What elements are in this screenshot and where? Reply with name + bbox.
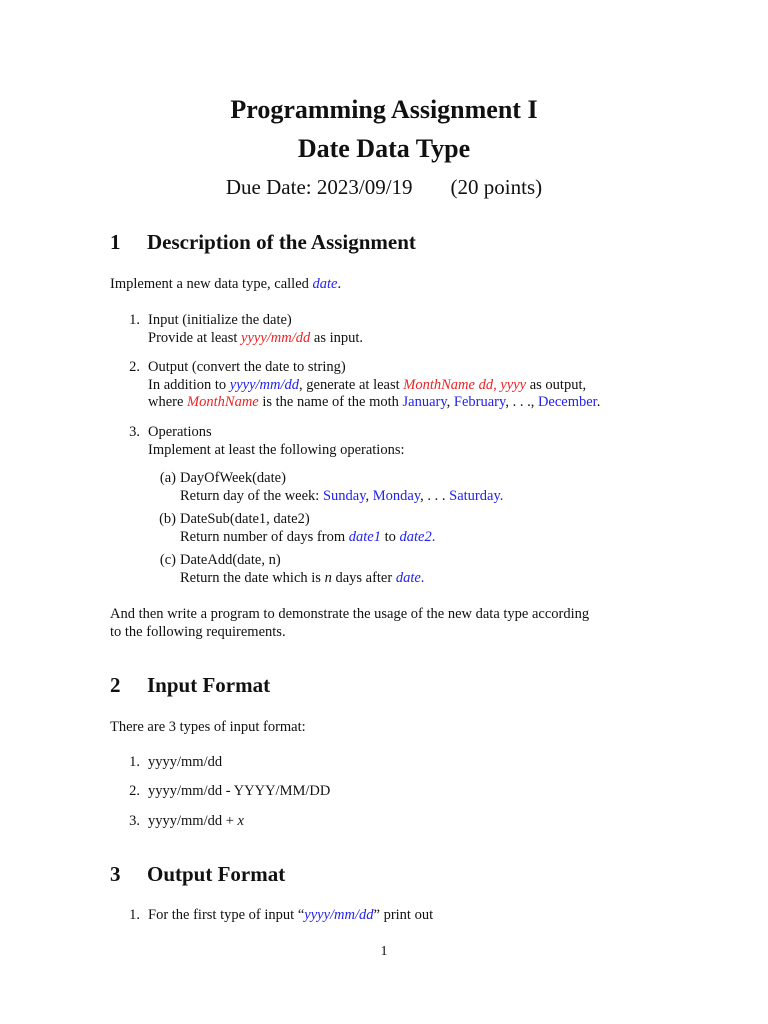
desc-text: is the name of the moth	[258, 394, 403, 410]
ellipsis: , . . .,	[505, 394, 538, 410]
list-number: 3.	[129, 813, 140, 829]
closing-line-2: to the following requirements.	[110, 624, 286, 640]
input-intro: There are 3 types of input format:	[110, 719, 306, 735]
month-january: January	[402, 394, 447, 410]
desc-text: where	[148, 394, 188, 410]
item-2-title: Output (convert the date to string)	[148, 359, 346, 375]
doc-title-line2: Date Data Type	[297, 134, 471, 163]
term-date: date	[312, 276, 338, 292]
subitem-label-a: (a)	[159, 470, 176, 486]
subitem-b-name: DateSub(date1, date2)	[180, 511, 310, 527]
list-number: 2.	[129, 359, 140, 375]
punct: ,	[365, 488, 373, 504]
term-monthname: MonthName	[187, 394, 259, 410]
punct: .	[596, 394, 601, 410]
due-date: Due Date: 2023/09/19	[225, 175, 413, 199]
punct: .	[499, 488, 504, 504]
punct: .	[431, 529, 436, 545]
list-number: 3.	[129, 424, 140, 440]
subitem-c-name: DateAdd(date, n)	[180, 552, 281, 568]
closing-line-1: And then write a program to demonstrate the usage of the new data type according	[110, 606, 590, 622]
desc-text: Return the date which is	[180, 570, 325, 586]
section-title: Output Format	[147, 862, 286, 886]
subitem-label-c: (c)	[159, 552, 176, 568]
term-date2: date2	[399, 529, 432, 545]
subitem-b-desc	[180, 529, 435, 546]
month-december: December	[537, 394, 597, 410]
term-yyyy-mm-dd: yyyy/mm/dd	[241, 330, 311, 346]
item-2-line2	[148, 394, 600, 411]
desc-text: , generate at least	[299, 377, 404, 393]
input-format-1: yyyy/mm/dd	[148, 754, 223, 770]
punct: ,	[446, 394, 454, 410]
month-february: February	[453, 394, 506, 410]
due-line	[0, 175, 768, 200]
intro-paragraph	[110, 276, 341, 293]
item-1-desc	[148, 330, 363, 347]
item-2-line1	[148, 377, 586, 394]
section-heading-2	[110, 673, 270, 698]
list-number: 1.	[129, 907, 140, 923]
output-item-1	[148, 907, 433, 924]
term-monthname-format: MonthName dd, yyyy	[403, 377, 527, 393]
section-number: 2	[110, 673, 121, 697]
item-3-desc: Implement at least the following operations:	[148, 442, 405, 458]
day-sunday: Sunday	[322, 488, 366, 504]
desc-text: Return number of days from	[180, 529, 349, 545]
desc-text: as output,	[526, 377, 587, 393]
ellipsis: , . . .	[420, 488, 450, 504]
subitem-a-name: DayOfWeek(date)	[180, 470, 286, 486]
list-number: 1.	[129, 754, 140, 770]
term-yyyy-mm-dd: yyyy/mm/dd	[229, 377, 300, 393]
section-title: Description of the Assignment	[147, 230, 416, 254]
list-item-1	[122, 312, 140, 329]
desc-text: For the first type of input “	[148, 907, 305, 923]
list-number: 2.	[129, 783, 140, 799]
desc-text: Provide at least	[148, 330, 242, 346]
section-heading-3	[110, 862, 285, 887]
points: (20 points)	[450, 175, 543, 199]
intro-text: Implement a new data type, called	[110, 276, 313, 292]
punct: .	[337, 276, 342, 292]
desc-text: ” print out	[373, 907, 434, 923]
section-title: Input Format	[147, 673, 271, 697]
desc-text: as input.	[310, 330, 364, 346]
section-heading-1	[110, 230, 416, 255]
list-item-3	[122, 424, 140, 441]
list-number: 1.	[129, 312, 140, 328]
item-1-title: Input (initialize the date)	[148, 312, 292, 328]
doc-title-line1: Programming Assignment I	[230, 95, 538, 124]
desc-text: In addition to	[148, 377, 230, 393]
desc-text: to	[380, 529, 400, 545]
subitem-label-b: (b)	[159, 511, 176, 527]
term-yyyy-mm-dd: yyyy/mm/dd	[304, 907, 374, 923]
section-number: 1	[110, 230, 121, 254]
input-format-2: yyyy/mm/dd - YYYY/MM/DD	[148, 783, 331, 799]
subitem-a-desc	[180, 488, 503, 505]
desc-text: Return day of the week:	[180, 488, 323, 504]
list-item-2	[122, 359, 140, 376]
var-n: n	[324, 570, 332, 586]
page-number: 1	[380, 944, 388, 959]
day-saturday: Saturday	[449, 488, 500, 504]
format-text: yyyy/mm/dd +	[148, 813, 238, 829]
punct: .	[420, 570, 425, 586]
subitem-c-desc	[180, 570, 424, 587]
section-number: 3	[110, 862, 121, 886]
input-format-3	[148, 813, 244, 830]
var-x: x	[237, 813, 244, 829]
term-date1: date1	[348, 529, 381, 545]
term-date: date	[395, 570, 421, 586]
day-monday: Monday	[372, 488, 421, 504]
desc-text: days after	[331, 570, 396, 586]
item-3-title: Operations	[148, 424, 212, 440]
